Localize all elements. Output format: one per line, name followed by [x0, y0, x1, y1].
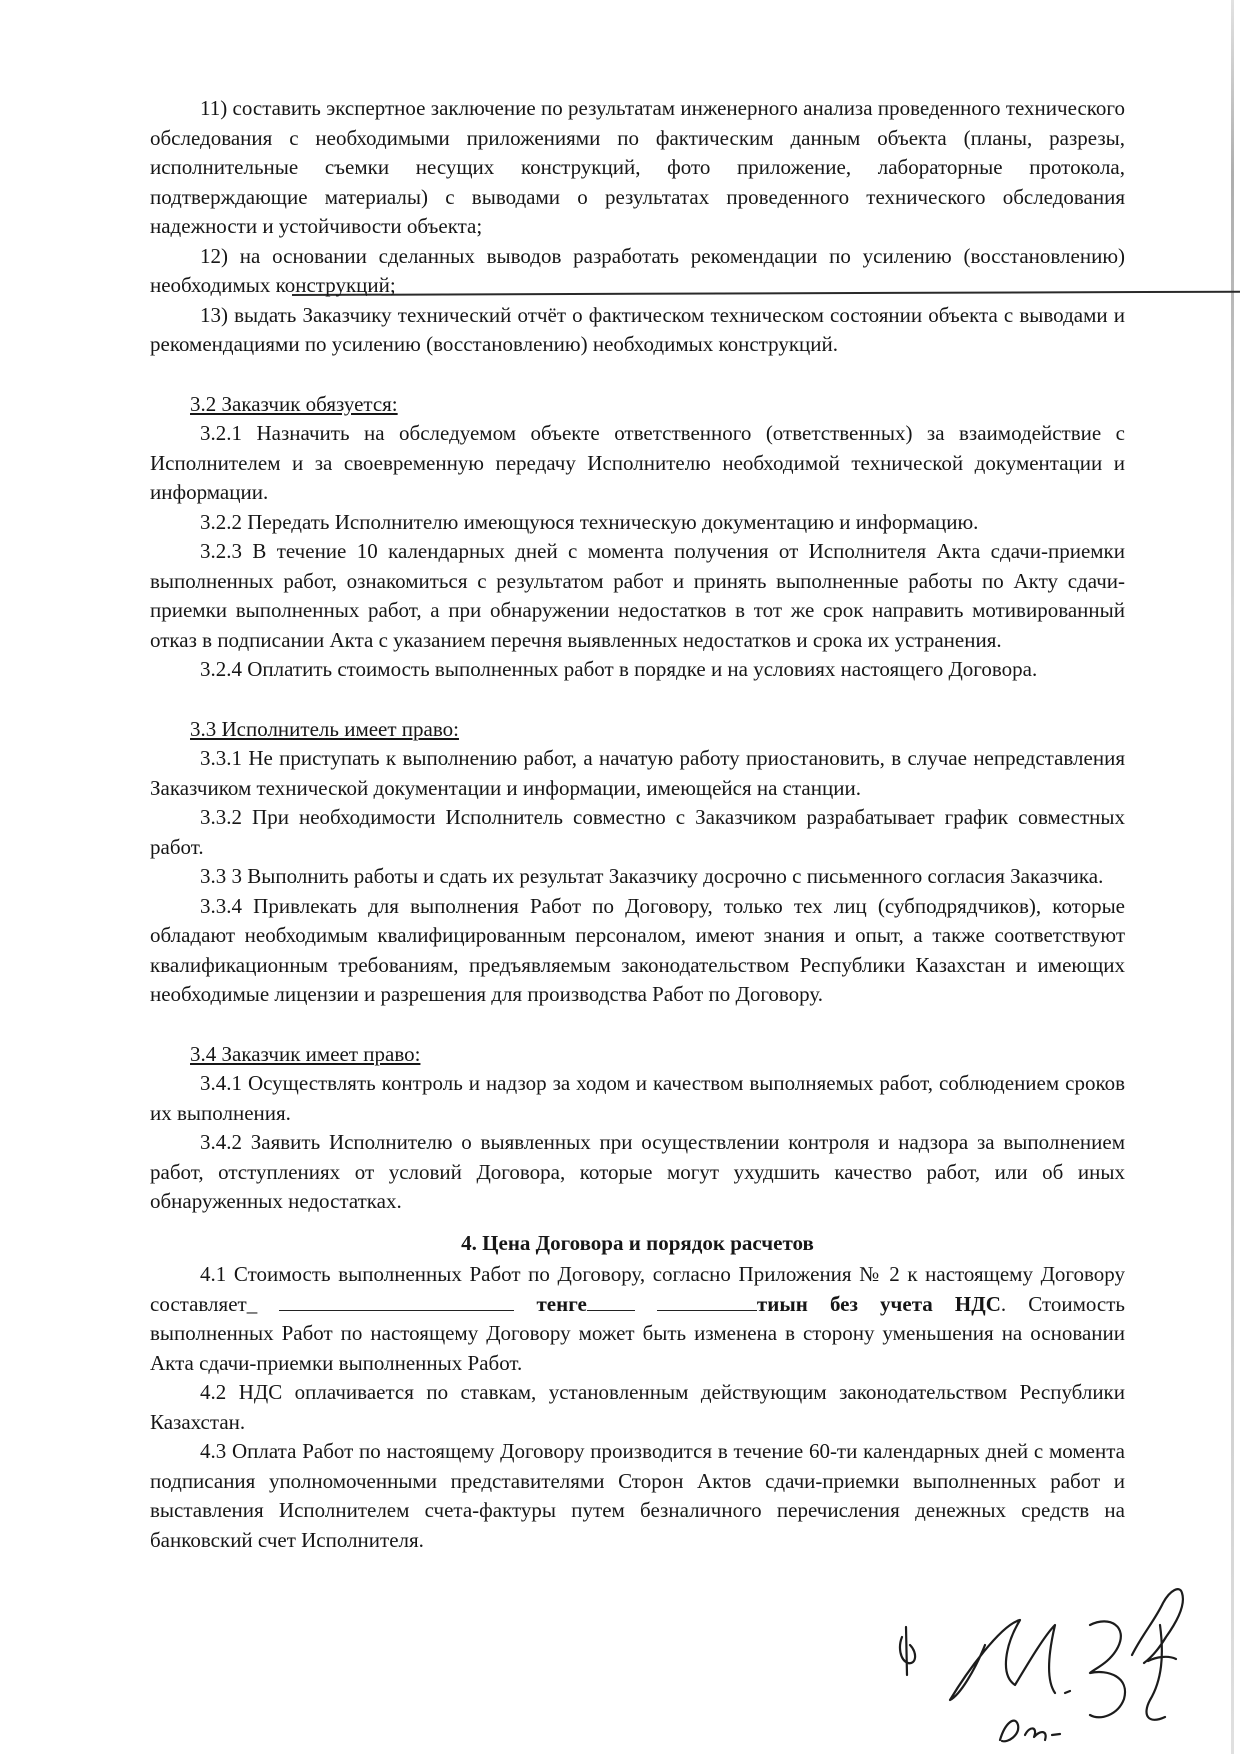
section-3-2-title: 3.2 Заказчик обязуется:: [190, 391, 398, 416]
section-3-4-title: 3.4 Заказчик имеет право:: [190, 1041, 421, 1066]
section-3-3-title: 3.3 Исполнитель имеет право:: [190, 716, 459, 741]
scan-edge: [1231, 0, 1234, 1754]
clause-4-3: 4.3 Оплата Работ по настоящему Договору производится в течение 60-ти календарных дней с момента подписания уполномоченными представителями Сторон Актов сдачи-приемки выполненных работ и выставления Исполнителем счета-фактуры путем безналичного перечисления денежных средств на банковский счет Исполнителя.: [150, 1439, 1125, 1552]
clause-3-2-1: 3.2.1 Назначить на обследуемом объекте ответственного (ответственных) за взаимодействие с Исполнителем и за своевременную передачу Исполнителю необходимой технической документации и информации.: [150, 421, 1125, 504]
clause-3-3-4: 3.3.4 Привлекать для выполнения Работ по Договору, только тех лиц (субподрядчиков), которые обладают необходимым квалифицированным персоналом, имеют знания и опыт, а также соответствуют квалификационным требованиям, предъявляемым законодательством Республики Казахстан и имеющих необходимые лицензии и разрешения для производства Работ по Договору.: [150, 893, 1125, 1006]
handwritten-signatures: [880, 1565, 1210, 1750]
signature-second: [1000, 1721, 1060, 1742]
signature-main: [950, 1589, 1183, 1720]
clause-3-3-3: 3.3 3 Выполнить работы и сдать их результат Заказчику досрочно с письменного согласия Заказчика.: [200, 864, 1104, 888]
clause-3-4-2: 3.4.2 Заявить Исполнителю о выявленных при осуществлении контроля и надзора за выполнением работ, отступлениях от условий Договора, которые могут ухудшить качество работ, или об иных обнаруженных недостатках.: [150, 1130, 1125, 1213]
clause-3-3-1: 3.3.1 Не приступать к выполнению работ, а начатую работу приостановить, в случае непредставления Заказчиком технической документации и информации, имеющейся на станции.: [150, 746, 1125, 800]
clause-4-1: 4.1 Стоимость выполненных Работ по Договору, согласно Приложения № 2 к настоящему Договору составляет_ тенге тиын без учета НДС. Стоимость выполненных Работ по настоящему Договору может быть изменена в сторону уменьшения на основании Акта сдачи-приемки выполненных Работ.: [150, 1262, 1125, 1375]
section-4-heading: 4. Цена Договора и порядок расчетов: [461, 1230, 814, 1255]
amount-blank-tiyn-1: [587, 1291, 635, 1311]
clause-4-2: 4.2 НДС оплачивается по ставкам, установленным действующим законодательством Республики Казахстан.: [150, 1380, 1125, 1434]
clause-3-4-1: 3.4.1 Осуществлять контроль и надзор за ходом и качеством выполняемых работ, соблюдением сроков их выполнения.: [150, 1071, 1125, 1125]
amount-blank-tiyn-2: [657, 1291, 757, 1311]
item-12: 12) на основании сделанных выводов разработать рекомендации по усилению (восстановлению) необходимых конструкций;: [150, 243, 1125, 297]
item-11: 11) составить экспертное заключение по результатам инженерного анализа проведенного технического обследования с необходимыми приложениями по фактическим данным объекта (планы, разрезы, исполнительные съемки несущих конструкций, фото приложение, лабораторные протокола, подтверждающие материалы) с выводами о результатах проведенного технического обследования надежности и устойчивости объекта;: [150, 96, 1125, 238]
document-page: [150, 94, 1125, 1555]
clause-3-2-2: 3.2.2 Передать Исполнителю имеющуюся техническую документацию и информацию.: [200, 509, 979, 534]
amount-blank-tenge: [279, 1291, 514, 1311]
clause-3-2-3: 3.2.3 В течение 10 календарных дней с момента получения от Исполнителя Акта сдачи-приемки выполненных работ, ознакомиться с результатом работ и принять выполненные работы по Акту сдачи-приемки выполненных работ, а при обнаружении недостатков в тот же срок направить мотивированный отказ в подписании Акта с указанием перечня выявленных недостатков и срока их устранения.: [150, 539, 1125, 652]
clause-3-2-4: 3.2.4 Оплатить стоимость выполненных работ в порядке и на условиях настоящего Договора.: [200, 657, 1038, 681]
clause-3-3-2: 3.3.2 При необходимости Исполнитель совместно с Заказчиком разрабатывает график совместных работ.: [150, 805, 1125, 859]
initials-mark-left: [900, 1627, 915, 1675]
item-13: 13) выдать Заказчику технический отчёт о фактическом техническом состоянии объекта с выводами и рекомендациями по усилению (восстановлению) необходимых конструкций.: [150, 302, 1125, 356]
